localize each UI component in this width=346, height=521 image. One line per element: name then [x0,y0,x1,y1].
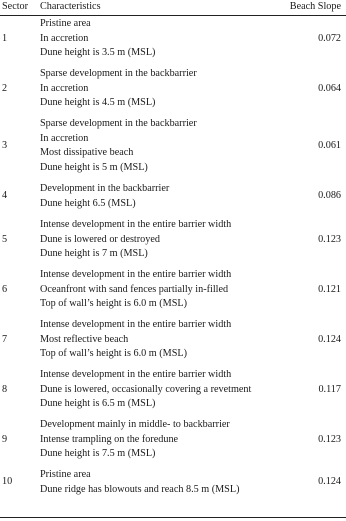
beach-slope-cell: 0.124 [318,476,341,488]
characteristic-line: Dune is lowered, occasionally covering a revetment [40,383,252,395]
characteristic-line: Most reflective beach [40,333,129,345]
beach-slope-cell: 0.123 [318,433,341,445]
sector-cell: 3 [2,139,8,151]
characteristics-cell [40,117,197,175]
characteristics-cell [40,218,231,262]
header-sector: Sector [2,1,29,12]
header-rule [0,15,346,16]
characteristic-line: Dune height is 4.5 m (MSL) [40,97,156,108]
characteristics-cell [40,268,231,312]
sector-cell: 7 [2,333,8,345]
characteristics-cell [40,67,197,111]
characteristics-cell [40,182,169,211]
characteristic-line: Intense trampling on the foredune [40,433,179,445]
header-beach-slope: Beach Slope [289,1,341,12]
characteristic-line: Intense development in the entire barrier width [40,219,232,230]
characteristics-cell [40,318,231,362]
characteristic-line: In accretion [40,32,89,44]
characteristic-line: Top of wall’s height is 6.0 m (MSL) [40,348,187,359]
characteristic-line: Oceanfront with sand fences partially in-filled [40,283,229,295]
sector-cell: 6 [2,283,8,295]
characteristic-line: Dune height is 3.5 m (MSL) [40,47,156,58]
characteristic-line: Intense development in the entire barrier width [40,269,232,280]
characteristic-line: Dune height is 5 m (MSL) [40,161,148,173]
beach-slope-cell: 0.121 [318,283,341,295]
characteristic-line: Intense development in the entire barrier width [40,369,232,380]
header-characteristics: Characteristics [40,1,101,12]
characteristic-line: Sparse development in the backbarrier [40,68,197,79]
beach-slope-cell: 0.123 [318,233,341,245]
beach-slope-cell: 0.061 [318,139,341,151]
characteristic-line: Pristine area [40,469,91,480]
sector-cell: 4 [2,190,8,202]
bottom-rule [0,517,346,518]
characteristics-cell [40,17,155,61]
characteristic-line: Intense development in the entire barrier width [40,319,232,330]
beach-slope-cell: 0.064 [318,82,341,94]
sector-cell: 2 [2,82,8,94]
characteristic-line: Sparse development in the backbarrier [40,118,197,129]
characteristic-line: Development mainly in middle- to backbarrier [40,419,230,430]
characteristic-line: Dune height is 7 m (MSL) [40,248,148,259]
beach-slope-cell: 0.124 [318,333,341,345]
sector-cell: 1 [2,32,8,44]
characteristics-cell [40,418,230,462]
sector-cell: 5 [2,233,8,245]
sector-cell: 8 [2,383,8,395]
characteristic-line: Pristine area [40,18,91,29]
characteristic-line: Dune is lowered or destroyed [40,233,160,245]
beach-slope-cell: 0.072 [318,32,341,44]
characteristics-cell [40,368,251,412]
characteristic-line: Development in the backbarrier [40,183,170,194]
characteristics-cell [40,468,239,497]
characteristic-line: Dune ridge has blowouts and reach 8.5 m (MSL) [40,483,240,495]
characteristic-line: Top of wall’s height is 6.0 m (MSL) [40,298,187,309]
characteristic-line: Dune height is 6.5 m (MSL) [40,398,156,409]
characteristic-line: Dune height is 7.5 m (MSL) [40,448,156,459]
characteristic-line: In accretion [40,82,89,94]
beach-slope-cell: 0.117 [318,383,341,395]
sector-cell: 9 [2,433,8,445]
beach-slope-cell: 0.086 [318,190,341,202]
sector-cell: 10 [2,476,13,488]
characteristic-line: Dune height 6.5 (MSL) [40,197,136,209]
characteristic-line: In accretion [40,132,89,144]
characteristic-line: Most dissipative beach [40,147,134,158]
